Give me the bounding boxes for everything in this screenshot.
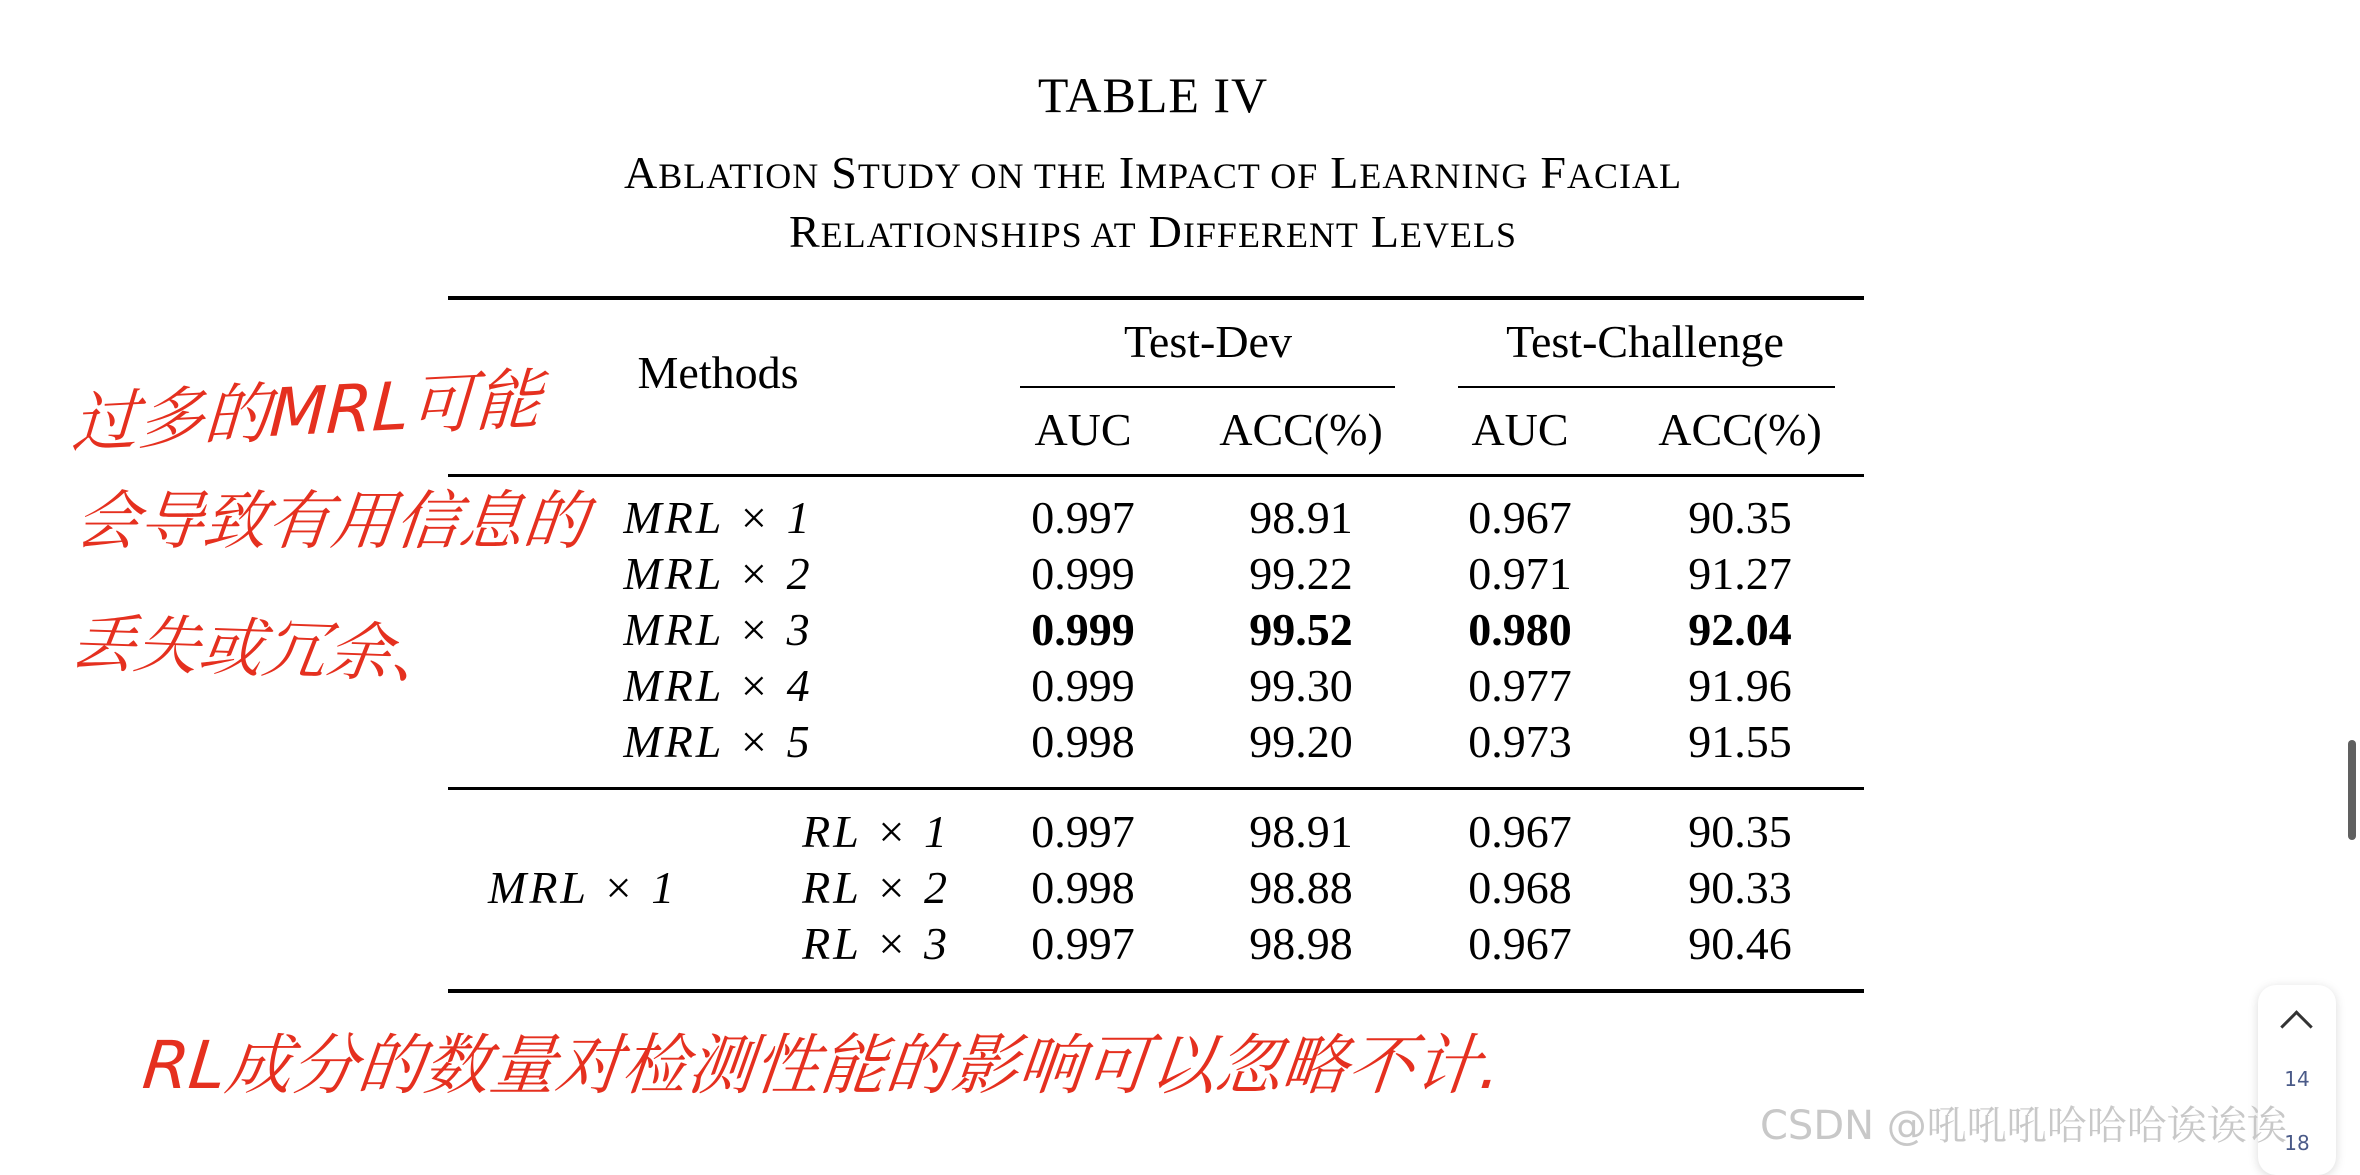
caption-capital: L bbox=[1370, 206, 1401, 257]
test-challenge-underline bbox=[1458, 386, 1835, 388]
value-cell: 0.997 bbox=[1031, 806, 1135, 857]
caption-capital: D bbox=[1148, 206, 1183, 257]
value-cell: 91.27 bbox=[1688, 548, 1792, 599]
value-cell: 0.999 bbox=[1031, 604, 1135, 655]
sub-method-cell: RL × 3 bbox=[802, 918, 950, 969]
sub-method-cell: RL × 1 bbox=[802, 806, 950, 857]
value-cell: 98.91 bbox=[1249, 492, 1353, 543]
test-dev-underline bbox=[1020, 386, 1395, 388]
value-cell: 90.35 bbox=[1688, 492, 1792, 543]
annotation-left-line-1: 过多的MRL可能 bbox=[69, 360, 543, 463]
value-cell: 0.977 bbox=[1468, 660, 1572, 711]
method-cell: MRL × 1 bbox=[623, 492, 813, 543]
caption-smallcaps: IFFERENT bbox=[1182, 215, 1359, 255]
annotation-left-line-2: 会导致有用信息的 bbox=[71, 485, 592, 559]
value-cell: 0.980 bbox=[1468, 604, 1572, 655]
value-cell: 98.88 bbox=[1249, 862, 1353, 913]
caption-smallcaps: ACIAL bbox=[1566, 156, 1682, 196]
value-cell: 91.55 bbox=[1688, 716, 1792, 767]
value-cell: 98.98 bbox=[1249, 918, 1353, 969]
caption-capital: R bbox=[788, 206, 821, 257]
value-cell: 98.91 bbox=[1249, 806, 1353, 857]
top-rule bbox=[448, 296, 1864, 300]
csdn-watermark: CSDN @吼吼吼哈哈哈诶诶诶 bbox=[1760, 1103, 2287, 1149]
value-cell: 0.967 bbox=[1468, 918, 1572, 969]
annotation-bottom: RL成分的数量对检测性能的影响可以忽略不计. bbox=[139, 1027, 1506, 1104]
table-caption bbox=[0, 145, 2306, 263]
caption-smallcaps: EVELS bbox=[1400, 215, 1518, 255]
current-page-number: 14 bbox=[2284, 1067, 2310, 1091]
header-test-challenge: Test-Challenge bbox=[1506, 316, 1784, 367]
header-dev-acc: ACC(%) bbox=[1219, 404, 1383, 455]
value-cell: 0.997 bbox=[1031, 492, 1135, 543]
value-cell: 0.999 bbox=[1031, 660, 1135, 711]
value-cell: 92.04 bbox=[1688, 604, 1792, 655]
group-label-mrl: MRL × 1 bbox=[488, 862, 678, 913]
annotation-left-line-3: 丢失或冗余、 bbox=[66, 606, 461, 694]
caption-smallcaps: EARNING bbox=[1359, 156, 1529, 196]
header-chal-acc: ACC(%) bbox=[1658, 404, 1822, 455]
caption-smallcaps: BLATION bbox=[658, 156, 820, 196]
value-cell: 0.998 bbox=[1031, 862, 1135, 913]
method-cell: MRL × 5 bbox=[623, 716, 813, 767]
sub-method-cell: RL × 2 bbox=[802, 862, 950, 913]
value-cell: 0.999 bbox=[1031, 548, 1135, 599]
caption-capital: A bbox=[624, 147, 659, 198]
value-cell: 90.46 bbox=[1688, 918, 1792, 969]
value-cell: 0.973 bbox=[1468, 716, 1572, 767]
method-cell: MRL × 3 bbox=[623, 604, 813, 655]
header-test-dev: Test-Dev bbox=[1124, 316, 1292, 367]
bottom-rule bbox=[448, 989, 1864, 993]
caption-line-1 bbox=[0, 145, 2306, 204]
caption-line-2 bbox=[0, 204, 2306, 263]
caption-smallcaps: TUDY ON THE bbox=[857, 156, 1107, 196]
header-methods: Methods bbox=[637, 347, 799, 398]
caption-capital: S bbox=[831, 147, 858, 198]
total-page-number: 18 bbox=[2284, 1131, 2310, 1155]
value-cell: 99.52 bbox=[1249, 604, 1353, 655]
value-cell: 0.967 bbox=[1468, 492, 1572, 543]
method-cell: MRL × 2 bbox=[623, 548, 813, 599]
caption-smallcaps: ELATIONSHIPS AT bbox=[820, 215, 1137, 255]
value-cell: 99.20 bbox=[1249, 716, 1353, 767]
scroll-up-chevron-icon[interactable] bbox=[2280, 1010, 2313, 1043]
value-cell: 99.22 bbox=[1249, 548, 1353, 599]
caption-capital: L bbox=[1330, 147, 1360, 198]
value-cell: 90.33 bbox=[1688, 862, 1792, 913]
header-chal-auc: AUC bbox=[1471, 404, 1569, 455]
value-cell: 0.967 bbox=[1468, 806, 1572, 857]
value-cell: 99.30 bbox=[1249, 660, 1353, 711]
section-rule bbox=[448, 787, 1864, 790]
method-cell: MRL × 4 bbox=[623, 660, 813, 711]
caption-capital: F bbox=[1540, 147, 1567, 198]
table-label: TABLE IV bbox=[1037, 67, 1269, 123]
caption-smallcaps: MPACT OF bbox=[1135, 156, 1319, 196]
value-cell: 0.968 bbox=[1468, 862, 1572, 913]
value-cell: 0.997 bbox=[1031, 918, 1135, 969]
caption-capital: I bbox=[1118, 147, 1136, 198]
header-rule bbox=[448, 474, 1864, 477]
value-cell: 90.35 bbox=[1688, 806, 1792, 857]
value-cell: 91.96 bbox=[1688, 660, 1792, 711]
header-dev-auc: AUC bbox=[1034, 404, 1132, 455]
value-cell: 0.971 bbox=[1468, 548, 1572, 599]
vertical-scrollbar-thumb[interactable] bbox=[2348, 740, 2356, 840]
value-cell: 0.998 bbox=[1031, 716, 1135, 767]
